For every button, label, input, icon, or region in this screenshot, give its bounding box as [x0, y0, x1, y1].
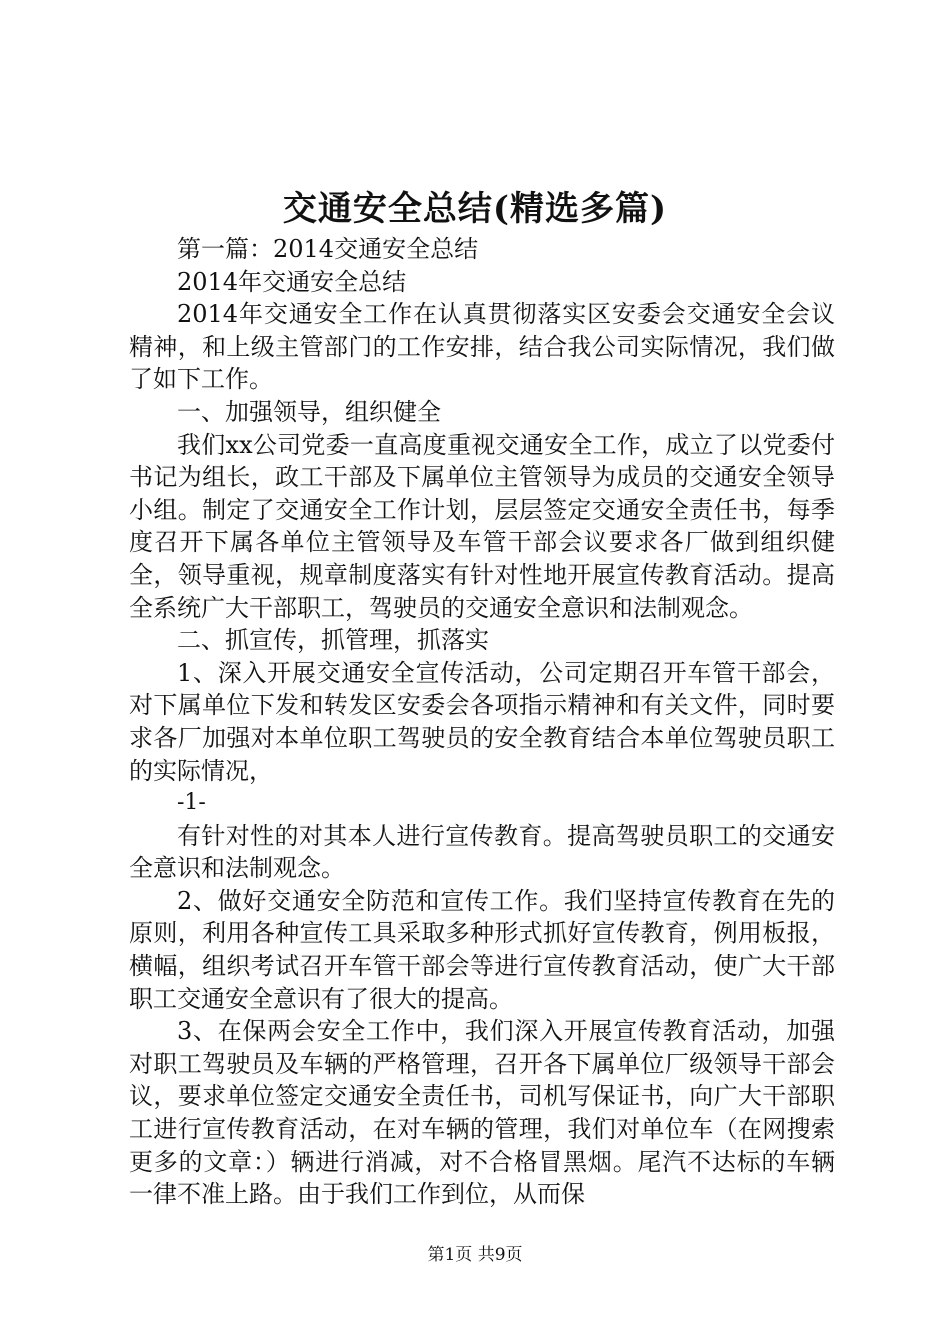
- document-body: [129, 233, 835, 1211]
- section-heading: 二、抓宣传，抓管理，抓落实: [177, 626, 489, 655]
- subtitle: 2014年交通安全总结: [177, 267, 407, 296]
- paragraph: 我们xx公司党委一直高度重视交通安全工作，成立了以党委付书记为组长，政工干部及下属单位主管领导为成员的交通安全领导小组。制定了交通安全工作计划，层层签定交通安全责任书，每季度召开下属各单位主管领导及车管干部会议要求各厂做到组织健全，领导重视，规章制度落实有针对性地开展宣传教育活动。提高全系统广大干部职工，驾驶员的交通安全意识和法制观念。: [129, 430, 835, 622]
- page-footer: 第1页 共9页: [427, 1245, 523, 1265]
- paragraph: 有针对性的对其本人进行宣传教育。提高驾驶员职工的交通安全意识和法制观念。: [129, 821, 835, 883]
- paragraph: 1、深入开展交通安全宣传活动，公司定期召开车管干部会，对下属单位下发和转发区安委会各项指示精神和有关文件，同时要求各厂加强对本单位职工驾驶员的安全教育结合本单位驾驶员职工的实际情况，: [129, 658, 835, 785]
- paragraph: 2、做好交通安全防范和宣传工作。我们坚持宣传教育在先的原则，利用各种宣传工具采取多种形式抓好宣传教育，例用板报，横幅，组织考试召开车管干部会等进行宣传教育活动，使广大干部职工交通安全意识有了很大的提高。: [129, 886, 835, 1013]
- inline-page-number: -1-: [177, 790, 206, 816]
- section-heading: 第一篇：2014交通安全总结: [177, 235, 479, 263]
- paragraph: 2014年交通安全工作在认真贯彻落实区安委会交通安全会议精神，和上级主管部门的工作安排，结合我公司实际情况，我们做了如下工作。: [129, 300, 835, 394]
- paragraph: 3、在保两会安全工作中，我们深入开展宣传教育活动，加强对职工驾驶员及车辆的严格管理，召开各下属单位厂级领导干部会议，要求单位签定交通安全责任书，司机写保证书，向广大干部职工进行宣传教育活动，在对车辆的管理，我们对单位车（在网搜索更多的文章：）辆进行消减，对不合格冒黑烟。尾汽不达标的车辆一律不准上路。由于我们工作到位，从而保: [129, 1017, 835, 1209]
- section-heading: 一、加强领导，组织健全: [177, 397, 441, 426]
- document-title: 交通安全总结(精选多篇): [282, 189, 668, 229]
